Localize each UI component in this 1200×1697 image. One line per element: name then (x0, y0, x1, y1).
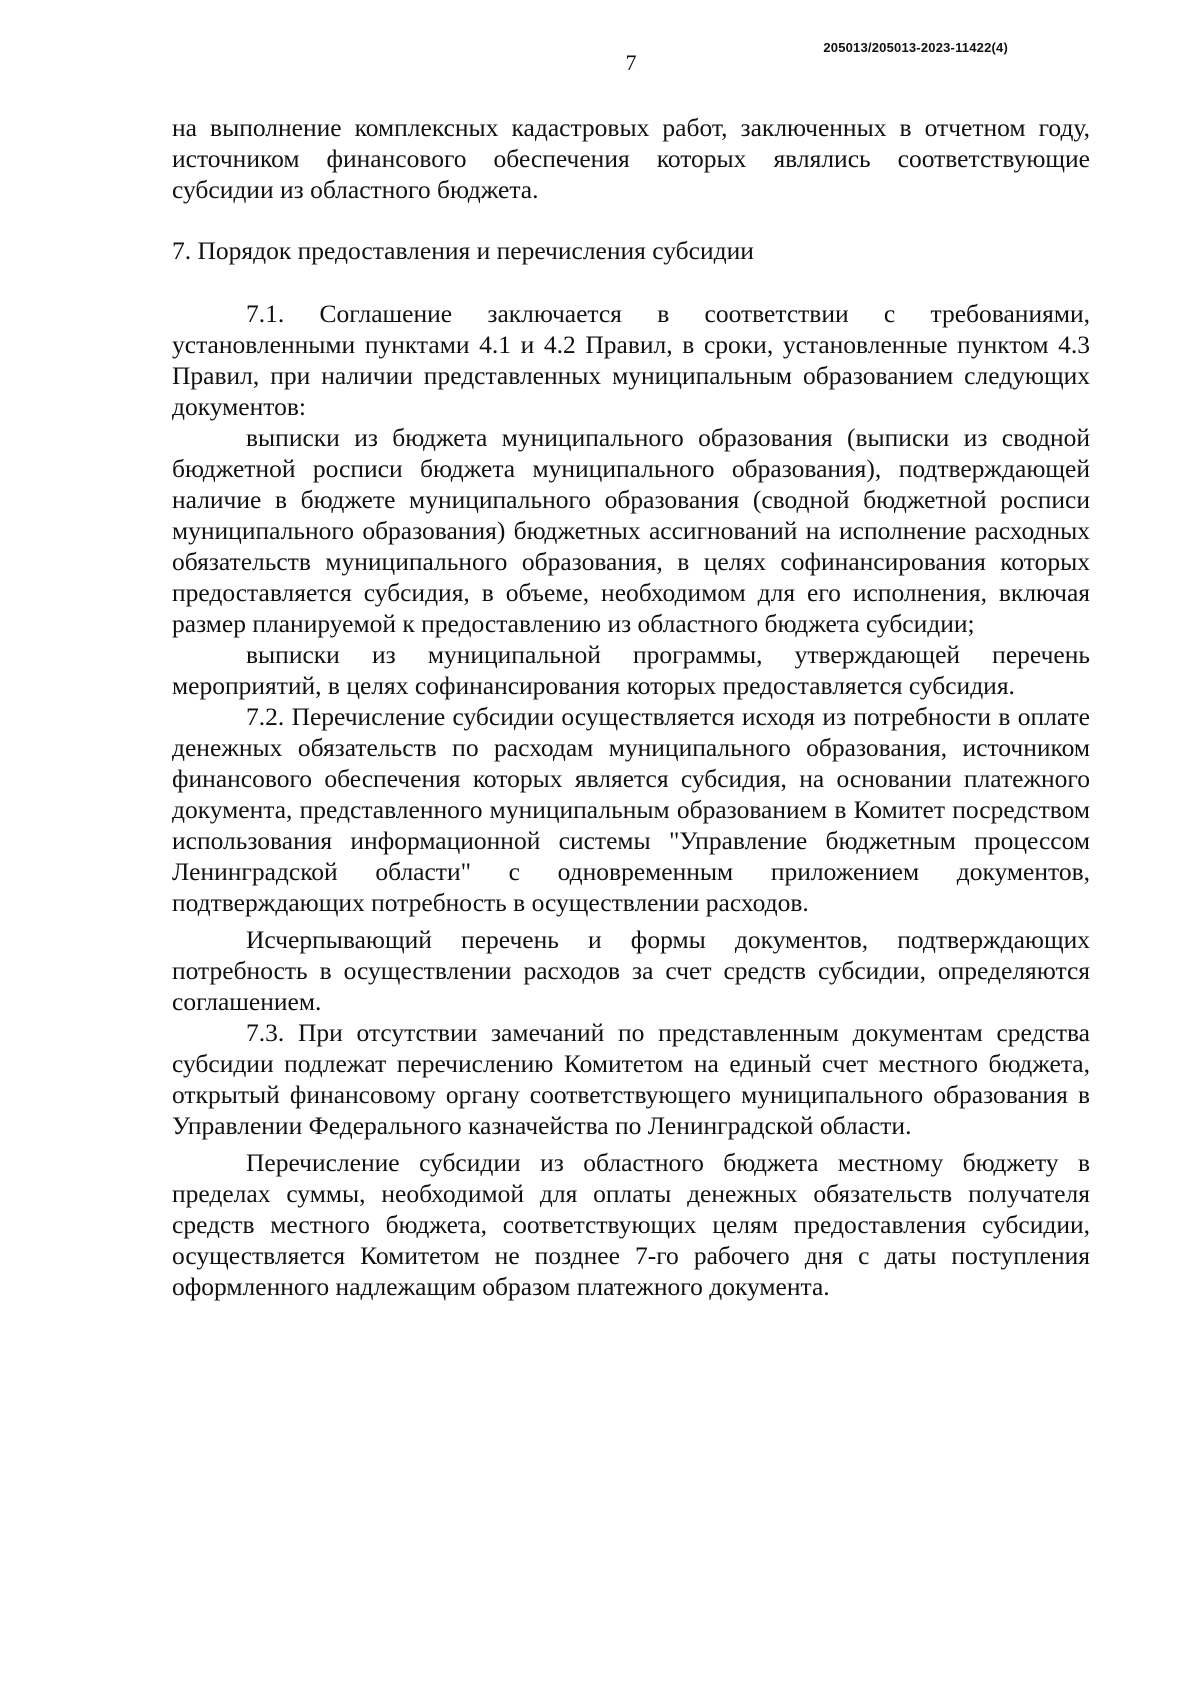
document-body (172, 112, 1090, 1302)
section-heading: 7. Порядок предоставления и перечисления субсидии (172, 236, 754, 265)
paragraph-7-2-extra: Исчерпывающий перечень и формы документов, подтверждающих потребность в осуществлении расходов за счет средств субсидии, определяются соглашением. (172, 925, 1090, 1016)
paragraph-7-1-item-2: выписки из муниципальной программы, утверждающей перечень мероприятий, в целях софинансирования которых предоставляется субсидия. (172, 640, 1090, 700)
paragraph-7-1: 7.1. Соглашение заключается в соответствии с требованиями, установленными пунктами 4.1 и 4.2 Правил, в сроки, установленные пунктом 4.3 Правил, при наличии представленных муниципальным образованием следующих документов: (172, 299, 1090, 421)
page-number: 7 (625, 50, 637, 75)
document-registration-number: 205013/205013-2023-11422(4) (823, 40, 1008, 55)
paragraph-7-3: 7.3. При отсутствии замечаний по представленным документам средства субсидии подлежат перечислению Комитетом на единый счет местного бюджета, открытый финансовому органу соответствующего муниципального образования в Управлении Федерального казначейства по Ленинградской области. (172, 1018, 1090, 1140)
paragraph-7-2: 7.2. Перечисление субсидии осуществляется исходя из потребности в оплате денежных обязательств по расходам муниципального образования, источником финансового обеспечения которых является субсидия, на основании платежного документа, представленного муниципальным образованием в Комитет посредством использования информационной системы "Управление бюджетным процессом Ленинградской области" с одновременным приложением документов, подтверждающих потребность в осуществлении расходов. (172, 702, 1090, 917)
paragraph-7-3-extra: Перечисление субсидии из областного бюджета местному бюджету в пределах суммы, необходимой для оплаты денежных обязательств получателя средств местного бюджета, соответствующих целям предоставления субсидии, осуществляется Комитетом не позднее 7-го рабочего дня с даты поступления оформленного надлежащим образом платежного документа. (172, 1148, 1090, 1301)
paragraph-7-1-item-1: выписки из бюджета муниципального образования (выписки из сводной бюджетной росписи бюджета муниципального образования), подтверждающей наличие в бюджете муниципального образования (сводной бюджетной росписи муниципального образования) бюджетных ассигнований на исполнение расходных обязательств муниципального образования, в целях софинансирования которых предоставляется субсидия, в объеме, необходимом для его исполнения, включая размер планируемой к предоставлению из областного бюджета субсидии; (172, 423, 1090, 638)
intro-paragraph: на выполнение комплексных кадастровых работ, заключенных в отчетном году, источником финансового обеспечения которых являлись соответствующие субсидии из областного бюджета. (172, 113, 1090, 204)
